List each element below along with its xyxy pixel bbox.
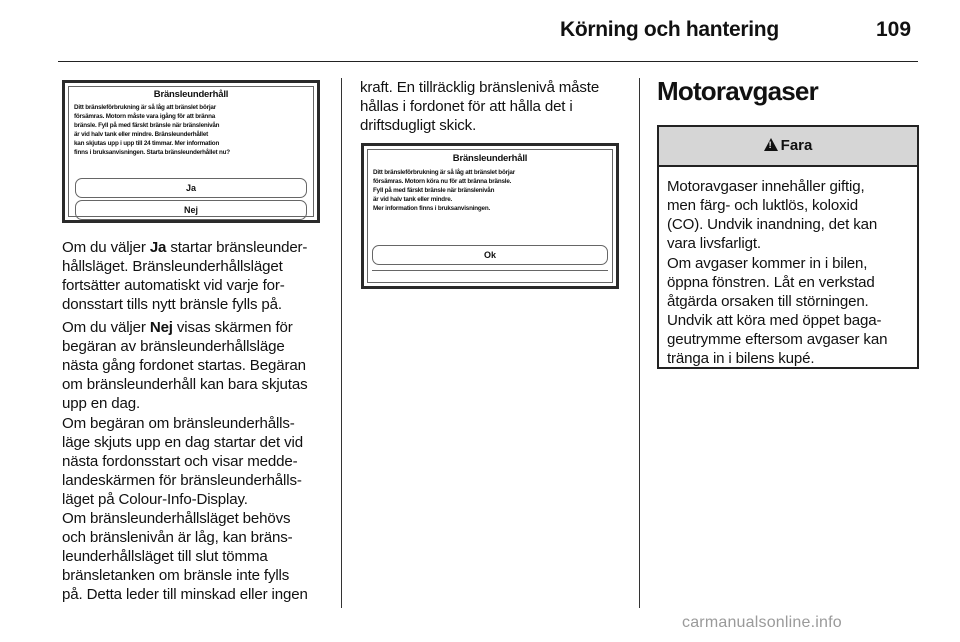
screen-text-line: Ditt bränsleförbrukning är så låg att bränslet börjar (74, 104, 216, 111)
screen-text-line: försämras. Motorn måste vara igång för att bränna (74, 113, 216, 120)
text-line: Undvik att köra med öppet baga- (667, 312, 882, 329)
text-line: åtgärda orsaken till störningen. (667, 293, 869, 310)
paragraph-fuel-level (360, 78, 599, 135)
text-line: driftsdugligt skick. (360, 117, 477, 134)
fuel-maintenance-active-screen (361, 143, 619, 289)
text-line: donsstart tills nytt bränsle fylls på. (62, 296, 282, 313)
screen-empty-row (372, 270, 608, 283)
header-divider (58, 61, 918, 62)
paragraph-low-fuel (62, 509, 308, 604)
paragraph-nej (62, 318, 307, 413)
screen-text-line: Fyll på med färskt bränsle när bränslenivån (373, 187, 495, 194)
text-line: Om begäran om bränsleunderhålls- (62, 415, 295, 432)
text-line: Om bränsleunderhållsläget behövs (62, 510, 291, 527)
screen-text-line: bränsle. Fyll på med färskt bränsle när bränslenivån (74, 122, 220, 129)
text-line: men färg- och luktlös, koloxid (667, 197, 858, 214)
warning-paragraph (667, 177, 877, 253)
yes-button: Ja (75, 178, 307, 198)
text-line: öppna fönstren. Låt en verkstad (667, 274, 875, 291)
watermark: carmanualsonline.info (682, 614, 842, 631)
screen-title: Bränsleunderhåll (153, 89, 229, 100)
warning-paragraph (667, 311, 887, 368)
screen-frame (68, 86, 314, 217)
text-line: hållas i fordonet för att hålla det i (360, 98, 573, 115)
text-line: (CO). Undvik inandning, det kan (667, 216, 878, 233)
warning-label: !Fara (659, 137, 917, 154)
text-line: vara livsfarligt. (667, 235, 761, 252)
text-line: läge skjuts upp en dag startar det vid (62, 434, 303, 451)
warning-triangle-icon (764, 138, 778, 151)
text-line: på. Detta leder till minskad eller ingen (62, 586, 308, 603)
text-line: om bränsleunderhåll kan bara skjutas (62, 376, 308, 393)
column-divider-left (341, 78, 342, 608)
text-line: Om avgaser kommer in i bilen, (667, 255, 868, 272)
text-line: Motoravgaser innehåller giftig, (667, 178, 865, 195)
text-line: landeskärmen för bränsleunderhålls- (62, 472, 302, 489)
screen-text-line: är vid halv tank eller mindre. Bränsleunderhållet (74, 131, 209, 138)
keyword-ja: Ja (149, 239, 167, 256)
ok-button: Ok (372, 245, 608, 265)
text-line: kraft. En tillräcklig bränslenivå måste (360, 79, 600, 96)
warning-header (659, 127, 917, 167)
text-line: nästa gång fordonet startas. Begäran (62, 357, 306, 374)
text-line: och bränslenivån är låg, kan bräns- (62, 529, 293, 546)
keyword-nej: Nej (149, 319, 173, 336)
text-line: Om du väljer Ja startar bränsleunder- (62, 239, 308, 256)
text-line: tränga in i bilens kupé. (667, 350, 815, 367)
text-line: fortsätter automatiskt vid varje for- (62, 277, 285, 294)
running-header-title: Körning och hantering (560, 18, 779, 41)
screen-text-line: försämras. Motorn köra nu för att bränna bränsle. (373, 178, 512, 185)
paragraph-postpone (62, 414, 303, 509)
screen-text-line: Ditt bränsleförbrukning är så låg att bränslet börjar (373, 169, 515, 176)
warning-paragraph (667, 254, 875, 311)
text-line: begäran av bränsleunderhållsläge (62, 338, 285, 355)
screen-text-line: kan skjutas upp i upp till 24 timmar. Mer information (74, 140, 220, 147)
paragraph-ja (62, 238, 307, 314)
text-line: läget på Colour-Info-Display. (62, 491, 248, 508)
text-line: hållsläget. Bränsleunderhållsläget (62, 258, 283, 275)
column-divider-right (639, 78, 640, 608)
screen-text-line: finns i bruksanvisningen. Starta bränsleunderhållet nu? (74, 149, 230, 156)
no-button: Nej (75, 200, 307, 220)
text-line: nästa fordonsstart och visar medde- (62, 453, 298, 470)
screen-title: Bränsleunderhåll (452, 153, 528, 164)
screen-text-line: Mer information finns i bruksanvisningen. (373, 205, 491, 212)
fuel-maintenance-prompt-screen (62, 80, 320, 223)
page-number: 109 (876, 18, 912, 41)
danger-warning-box (657, 125, 919, 369)
text-line: bränsletanken om bränsle inte fylls (62, 567, 290, 584)
text-line: upp en dag. (62, 395, 141, 412)
screen-text-line: är vid halv tank eller mindre. (373, 196, 453, 203)
text-line: leunderhållsläget till slut tömma (62, 548, 268, 565)
text-line: geutrymme eftersom avgaser kan (667, 331, 888, 348)
text-line: Om du väljer Nej visas skärmen för (62, 319, 293, 336)
section-title: Motoravgaser (657, 76, 818, 106)
screen-frame (367, 149, 613, 283)
